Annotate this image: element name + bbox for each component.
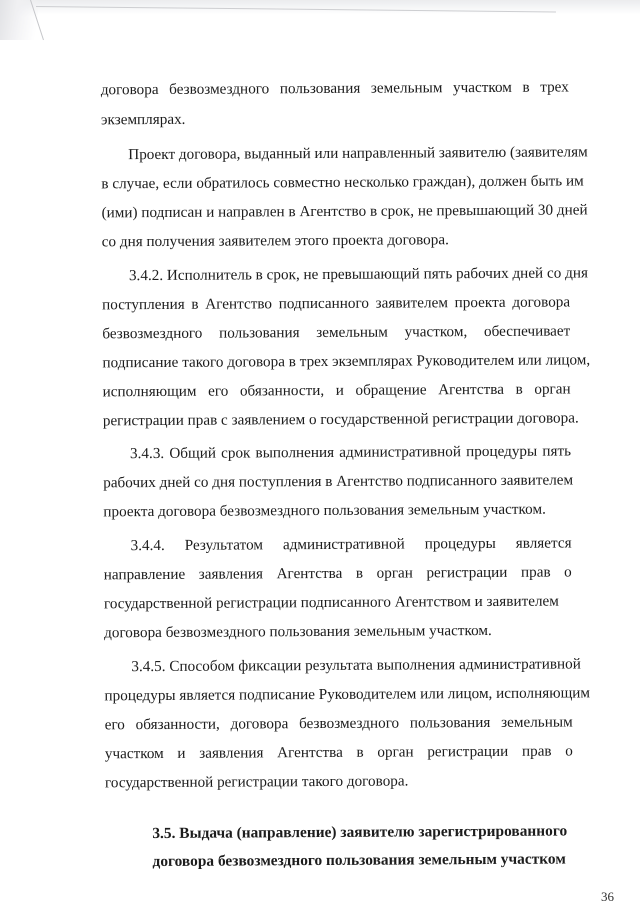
section-heading: договора безвозмездного пользования земельным участком bbox=[152, 850, 566, 871]
text-line: со дня получения заявителем этого проекта договора. bbox=[101, 231, 449, 251]
text-line: участком и заявления Агентства в орган регистрации прав о bbox=[104, 742, 573, 763]
section-heading: 3.5. Выдача (направление) заявителю зарегистрированного bbox=[152, 822, 568, 843]
text-line: государственной регистрации такого договора. bbox=[104, 772, 409, 792]
text-line: в случае, если обратилось совместно несколько граждан), должен быть им bbox=[101, 172, 584, 193]
text-line: безвозмездного пользования земельным участком, обеспечивает bbox=[102, 322, 571, 343]
text-line: исполняющим его обязанности, и обращение Агентства в орган bbox=[102, 380, 571, 401]
text-line: государственной регистрации подписанного Агентством и заявителем bbox=[103, 592, 559, 613]
text-line: экземплярах. bbox=[100, 110, 186, 129]
page-number: 36 bbox=[601, 889, 614, 904]
text-line: регистрации прав с заявлением о государственной регистрации договора. bbox=[102, 409, 579, 430]
text-line: проекта договора безвозмездного пользования земельным участком. bbox=[103, 500, 546, 521]
text-line: процедуры является подписание Руководителем или лицом, исполняющим bbox=[104, 684, 591, 705]
text-line: подписание такого договора в трех экземплярах Руководителем или лицом, bbox=[102, 351, 591, 372]
text-line: рабочих дней со дня поступления в Агентство подписанного заявителем bbox=[103, 471, 574, 492]
text-line: договора безвозмездного пользования земельным участком. bbox=[104, 621, 492, 642]
text-line: поступления в Агентство подписанного заявителем проекта договора bbox=[102, 293, 571, 314]
text-line: (ими) подписан и направлен в Агентство в срок, не превышающий 30 дней bbox=[101, 201, 588, 222]
text-line: договора безвозмездного пользования земельным участком в трех bbox=[100, 78, 569, 99]
text-line: его обязанности, договора безвозмездного пользования земельным bbox=[104, 713, 573, 734]
text-line: направление заявления Агентства в орган регистрации прав о bbox=[103, 563, 572, 584]
text-line: 3.4.3. Общий срок выполнения административной процедуры пять bbox=[129, 442, 572, 463]
text-line: Проект договора, выданный или направленный заявителю (заявителям bbox=[128, 143, 588, 164]
text-line: 3.4.2. Исполнитель в срок, не превышающий пять рабочих дней со дня bbox=[128, 264, 588, 285]
text-line: 3.4.5. Способом фиксации результата выполнения административной bbox=[131, 655, 581, 676]
text-line: 3.4.4. Результатом административной процедуры является bbox=[130, 534, 572, 555]
